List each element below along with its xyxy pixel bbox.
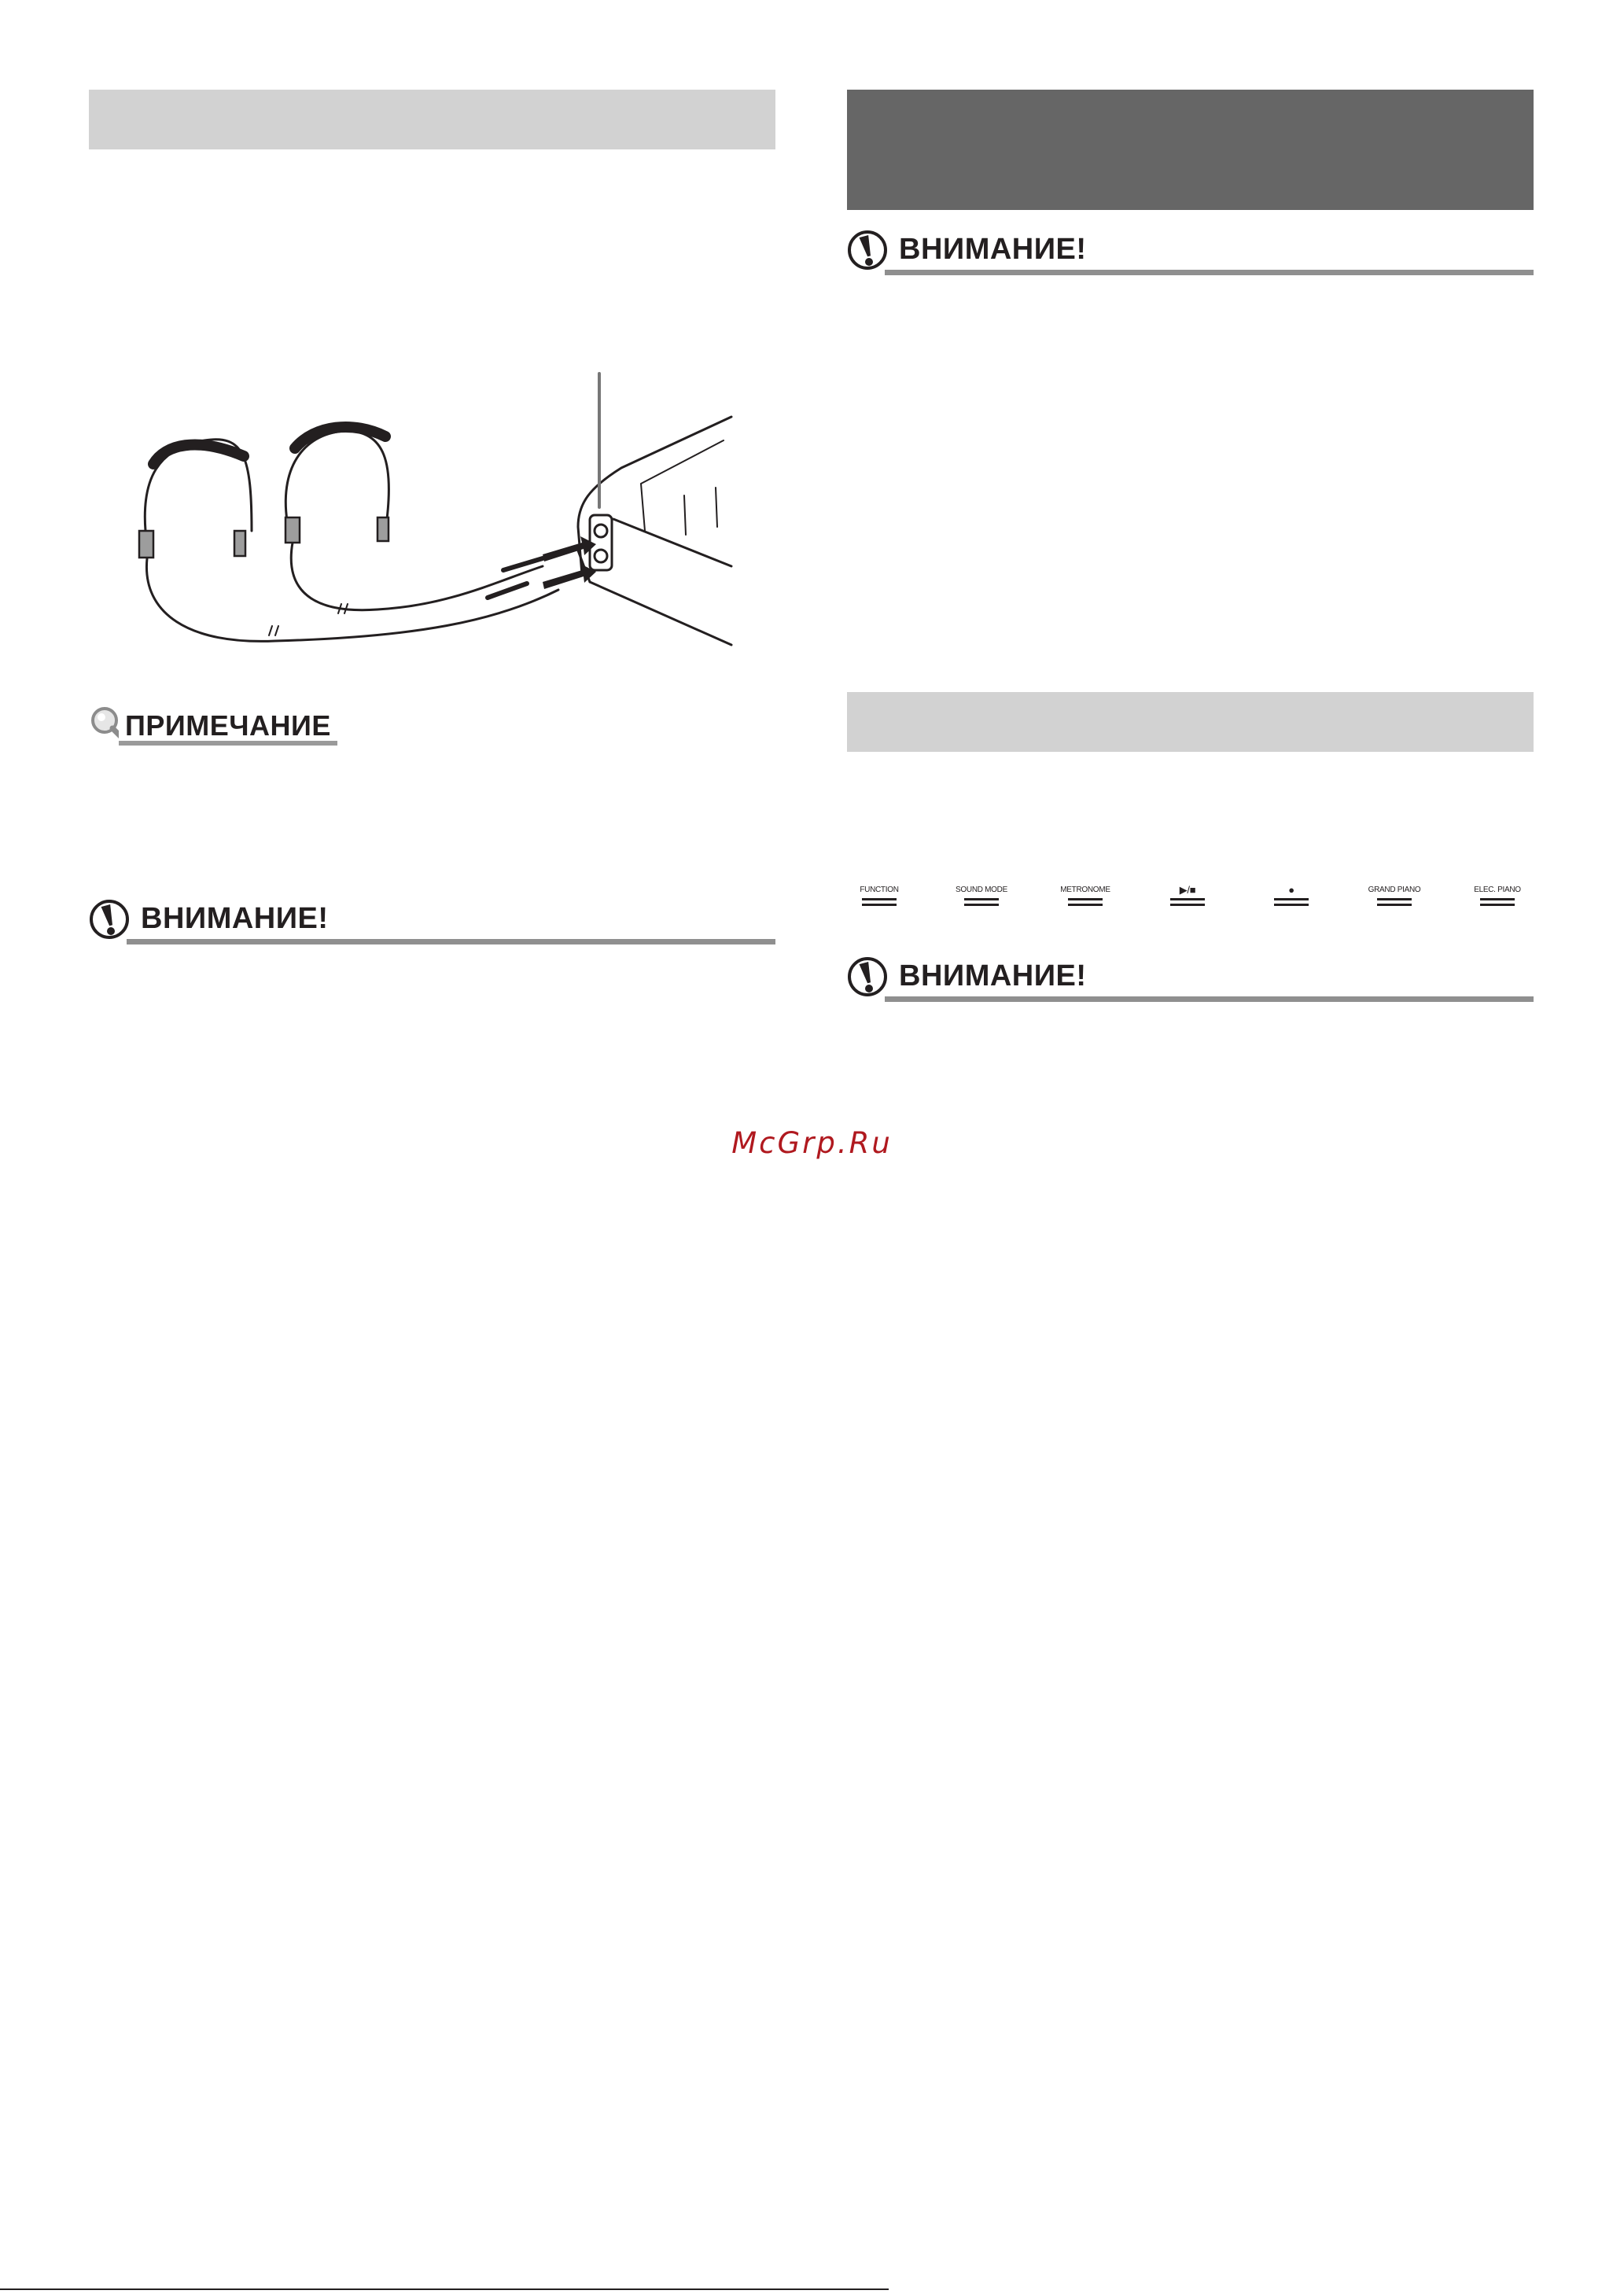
grand-piano-button[interactable]: GRAND PIANO bbox=[1355, 885, 1434, 916]
section-header-bar bbox=[89, 90, 775, 149]
elec-piano-button[interactable]: ELEC. PIANO bbox=[1458, 885, 1537, 916]
play-stop-button[interactable] bbox=[1148, 885, 1227, 916]
caution-rule bbox=[885, 270, 1534, 275]
caution-heading-right-top bbox=[847, 230, 1534, 271]
caution-heading-left bbox=[89, 899, 775, 940]
headphones-connection-illustration bbox=[118, 370, 739, 661]
play-stop-icon: ▶/■ bbox=[1179, 884, 1196, 896]
note-heading bbox=[89, 706, 356, 746]
caution-rule bbox=[885, 996, 1534, 1002]
watermark: McGrp.Ru bbox=[731, 1126, 893, 1160]
caution-label: ВНИМАНИЕ! bbox=[141, 902, 329, 935]
sound-mode-button[interactable]: SOUND MODE bbox=[942, 885, 1021, 916]
record-icon: ● bbox=[1288, 884, 1294, 896]
caution-label: ВНИМАНИЕ! bbox=[899, 233, 1087, 266]
chapter-header-bar bbox=[847, 90, 1534, 210]
caution-rule bbox=[127, 939, 775, 944]
function-button[interactable]: FUNCTION bbox=[840, 885, 919, 916]
footer-rule bbox=[0, 2288, 889, 2290]
warning-icon bbox=[847, 956, 888, 997]
warning-icon bbox=[847, 230, 888, 271]
caution-heading-right-bottom bbox=[847, 956, 1534, 997]
warning-icon bbox=[89, 899, 130, 940]
metronome-button[interactable]: METRONOME bbox=[1046, 885, 1125, 916]
section-header-bar bbox=[847, 692, 1534, 752]
record-button[interactable] bbox=[1252, 885, 1331, 916]
note-label: ПРИМЕЧАНИЕ bbox=[125, 709, 331, 742]
caution-label: ВНИМАНИЕ! bbox=[899, 959, 1087, 992]
